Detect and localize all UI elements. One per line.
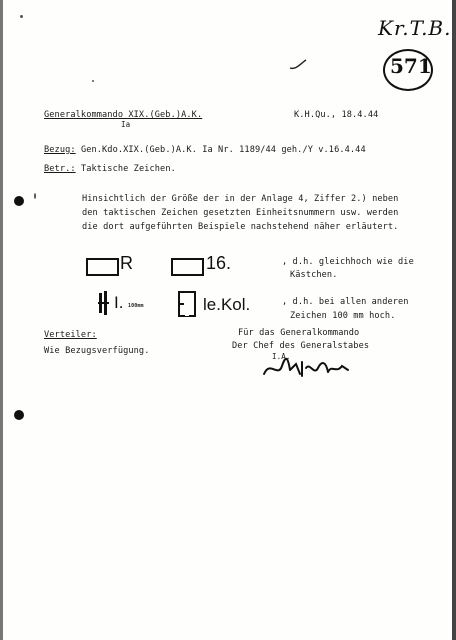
subject-label: Betr.: [44,164,76,174]
body-line-1: Hinsichtlich der Größe der in der Anlage 4, Ziffer 2.) neben [82,194,399,204]
signature-ia: I.A. [272,352,291,361]
example-note-2b: Zeichen 100 mm hoch. [290,311,396,321]
example-mark-roman-one: I. [114,293,124,312]
reference-text: Gen.Kdo.XIX.(Geb.)A.K. Ia Nr. 1189/44 geh./Y v.16.4.44 [80,145,366,155]
reference-line [44,145,366,155]
speck [92,80,94,82]
signature-scribble [262,356,352,382]
example-note-1b: Kästchen. [290,270,338,280]
distribution-text: Wie Bezugsverfügung. [44,346,150,356]
signature-line-2: Der Chef des Generalstabes [232,341,370,351]
example-note-2a: , d.h. bei allen anderen [282,297,409,307]
sender-heading: Generalkommando XIX.(Geb.)A.K. [44,110,203,120]
example-mark-le-kol: le.Kol. [203,295,251,314]
tactical-box-symbol [171,258,204,276]
unit-bar-symbol-icon [98,291,112,315]
reference-label: Bezug: [44,145,76,155]
sender-department: Ia [121,120,131,129]
example-note-1a: , d.h. gleichhoch wie die [282,257,414,267]
example-mark-size-note: 100mm [128,303,144,309]
place-and-date: K.H.Qu., 18.4.44 [294,110,379,120]
tactical-box-symbol [86,258,119,276]
column-symbol-icon [176,290,198,318]
handwritten-signature [262,356,352,388]
subject-line [44,164,176,174]
circled-number: 571 [390,54,432,78]
body-line-3: die dort aufgeführten Beispiele nachstehend näher erläutert. [82,222,399,232]
scan-edge-left [0,0,3,640]
scan-edge-right [452,0,456,640]
pencil-check-mark [288,58,308,72]
speck [34,193,36,199]
punch-hole-lower [14,410,24,420]
signature-line-1: Für das Generalkommando [238,328,360,338]
body-line-2: den taktischen Zeichen gesetzten Einheitsnummern usw. werden [82,208,399,218]
example-mark-16: 16. [206,253,232,273]
speck [20,15,23,18]
punch-hole-upper [14,196,24,206]
example-mark-r: R [120,253,133,273]
subject-text: Taktische Zeichen. [80,164,176,174]
distribution-label: Verteiler: [44,330,97,340]
handwritten-annotation: Kr.T.B. [378,16,452,40]
